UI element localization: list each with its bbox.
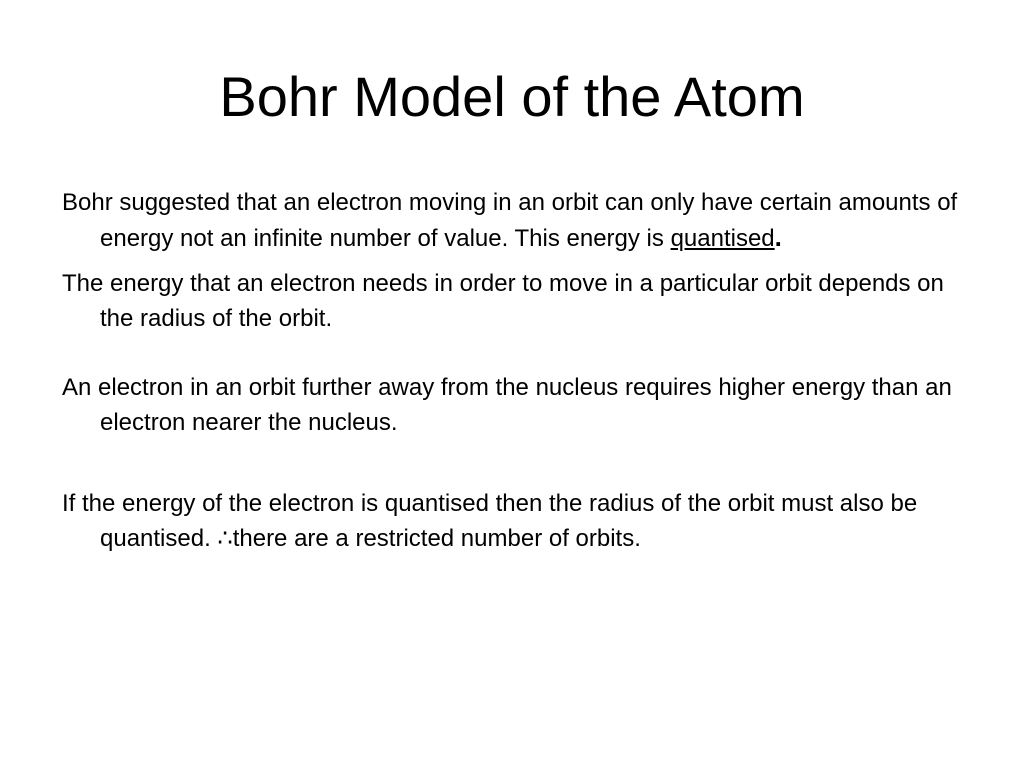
paragraph-text-end: there are a restricted number of orbits. bbox=[232, 525, 641, 552]
slide-body bbox=[62, 185, 972, 556]
quantised-term: quantised bbox=[670, 225, 775, 252]
period: . bbox=[774, 222, 782, 252]
paragraph-orbit-energy: The energy that an electron needs in order to move in a particular orbit depends on the radius of the orbit. bbox=[62, 270, 944, 332]
paragraph-distance-energy: An electron in an orbit further away from the nucleus requires higher energy than an electron nearer the nucleus. bbox=[62, 374, 952, 436]
slide-title: Bohr Model of the Atom bbox=[219, 65, 805, 128]
therefore-symbol: ∴ bbox=[217, 525, 233, 552]
paragraph-bohr-suggestion bbox=[62, 185, 972, 256]
paragraph-text: If the energy of the electron is quantised then the radius of the orbit must also be quantised. bbox=[62, 490, 918, 552]
paragraph-quantised-radius bbox=[62, 486, 972, 556]
paragraph-text: Bohr suggested that an electron moving in an orbit can only have certain amounts of energy not an infinite number of value. This energy is bbox=[62, 189, 958, 252]
